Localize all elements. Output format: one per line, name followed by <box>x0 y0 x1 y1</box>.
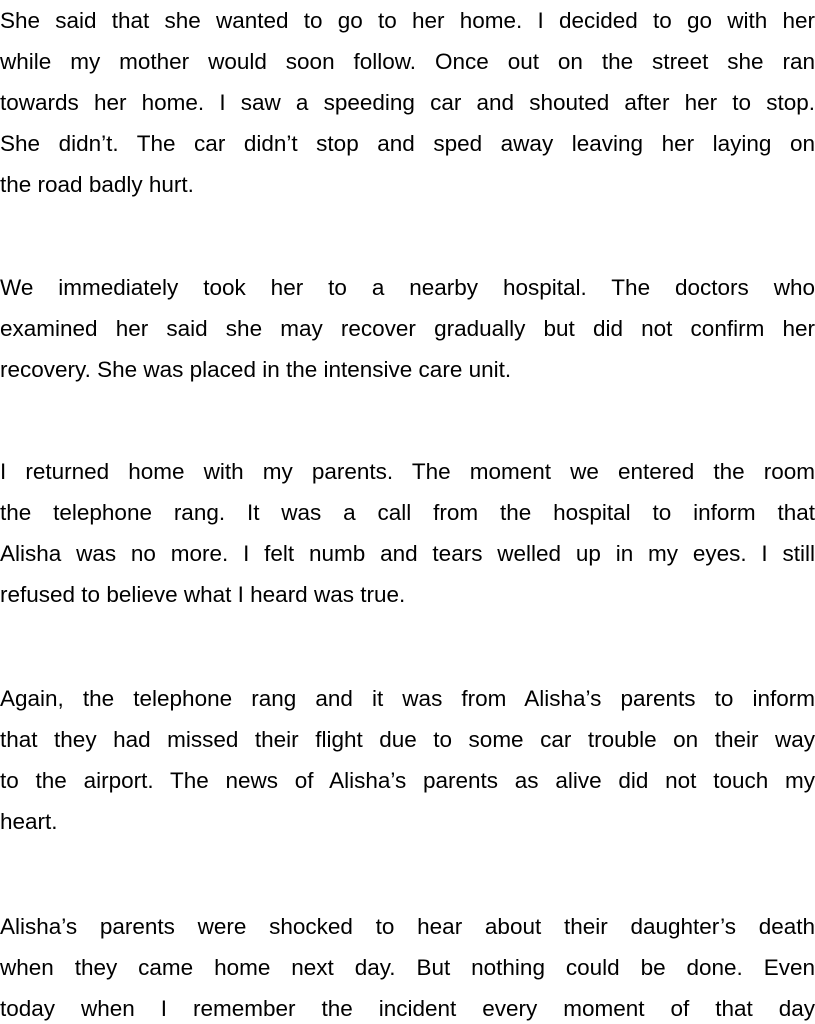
paragraph-1 <box>0 0 815 205</box>
paragraph-line: towards her home. I saw a speeding car and shouted after her to stop. <box>0 90 815 115</box>
paragraph-4 <box>0 678 815 842</box>
paragraph-line: Alisha’s parents were shocked to hear about their daughter’s death <box>0 914 815 939</box>
paragraph-line: She said that she wanted to go to her home. I decided to go with her <box>0 8 815 33</box>
paragraph-line: Again, the telephone rang and it was from Alisha’s parents to inform <box>0 686 815 711</box>
paragraph-5 <box>0 906 815 1024</box>
paragraph-line: the road badly hurt. <box>0 172 194 197</box>
paragraph-line: heart. <box>0 809 58 834</box>
paragraph-2 <box>0 267 815 390</box>
paragraph-line: while my mother would soon follow. Once out on the street she ran <box>0 49 815 74</box>
paragraph-line: refused to believe what I heard was true. <box>0 582 406 607</box>
paragraph-line: I returned home with my parents. The moment we entered the room <box>0 459 815 484</box>
paragraph-3 <box>0 451 815 615</box>
paragraph-line: when they came home next day. But nothing could be done. Even <box>0 955 815 980</box>
paragraph-line: the telephone rang. It was a call from the hospital to inform that <box>0 500 815 525</box>
paragraph-line: to the airport. The news of Alisha’s parents as alive did not touch my <box>0 768 815 793</box>
paragraph-line: recovery. She was placed in the intensive care unit. <box>0 357 512 382</box>
paragraph-line: Alisha was no more. I felt numb and tears welled up in my eyes. I still <box>0 541 815 566</box>
paragraph-line: that they had missed their flight due to some car trouble on their way <box>0 727 815 752</box>
paragraph-line: We immediately took her to a nearby hospital. The doctors who <box>0 275 815 300</box>
paragraph-line: today when I remember the incident every moment of that day <box>0 996 815 1021</box>
paragraph-line: examined her said she may recover gradually but did not confirm her <box>0 316 815 341</box>
paragraph-line: She didn’t. The car didn’t stop and sped away leaving her laying on <box>0 131 815 156</box>
